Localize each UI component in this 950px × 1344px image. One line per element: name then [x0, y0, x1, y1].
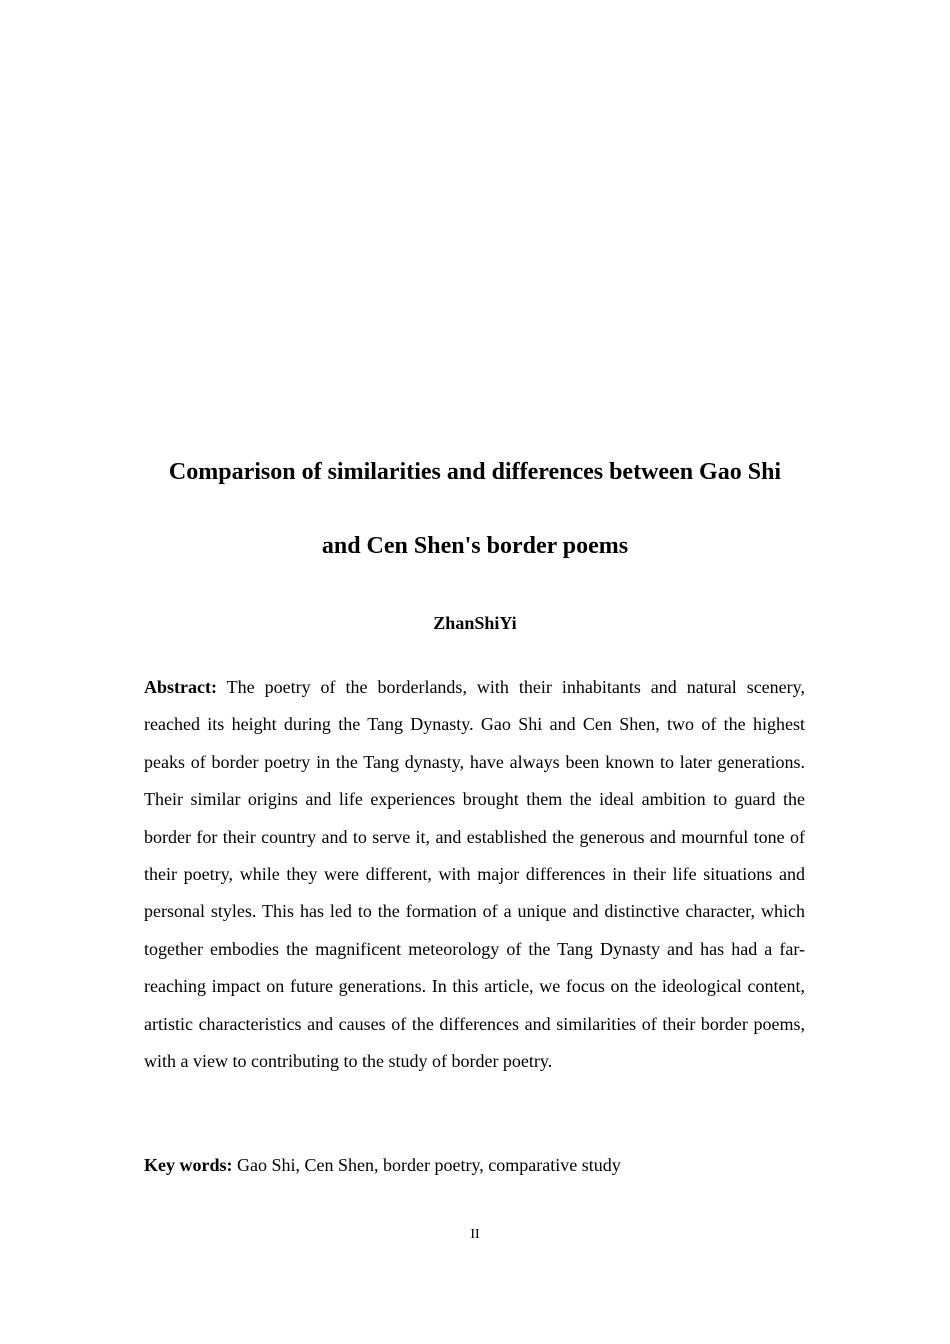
title-line-1: Comparison of similarities and differences between Gao Shi [168, 459, 782, 485]
keywords-label: Key words: [144, 1155, 233, 1175]
keywords-text: Gao Shi, Cen Shen, border poetry, comparative study [237, 1155, 621, 1175]
title-line-2: and Cen Shen's border poems [321, 533, 629, 559]
abstract-label: Abstract: [144, 677, 217, 697]
abstract-paragraph [144, 669, 805, 1080]
keywords-paragraph [144, 1151, 805, 1179]
abstract-text: The poetry of the borderlands, with their inhabitants and natural scenery, reached its height during the Tang Dynasty. Gao Shi and Cen Shen, two of the highest peaks of border poetry in the Tang dynasty, have always been known to later generations. Their similar origins and life experiences brought them the ideal ambition to guard the border for their country and to serve it, and established the generous and mournful tone of their poetry, while they were different, with major differences in their life situations and personal styles. This has led to the formation of a unique and distinctive character, which together embodies the magnificent meteorology of the Tang Dynasty and has had a far-reaching impact on future generations. In this article, we focus on the ideological content, artistic characteristics and causes of the differences and similarities of their border poems, with a view to contributing to the study of border poetry. [144, 677, 805, 1072]
author-name: ZhanShiYi [433, 613, 517, 633]
page-number: II [470, 1227, 480, 1242]
